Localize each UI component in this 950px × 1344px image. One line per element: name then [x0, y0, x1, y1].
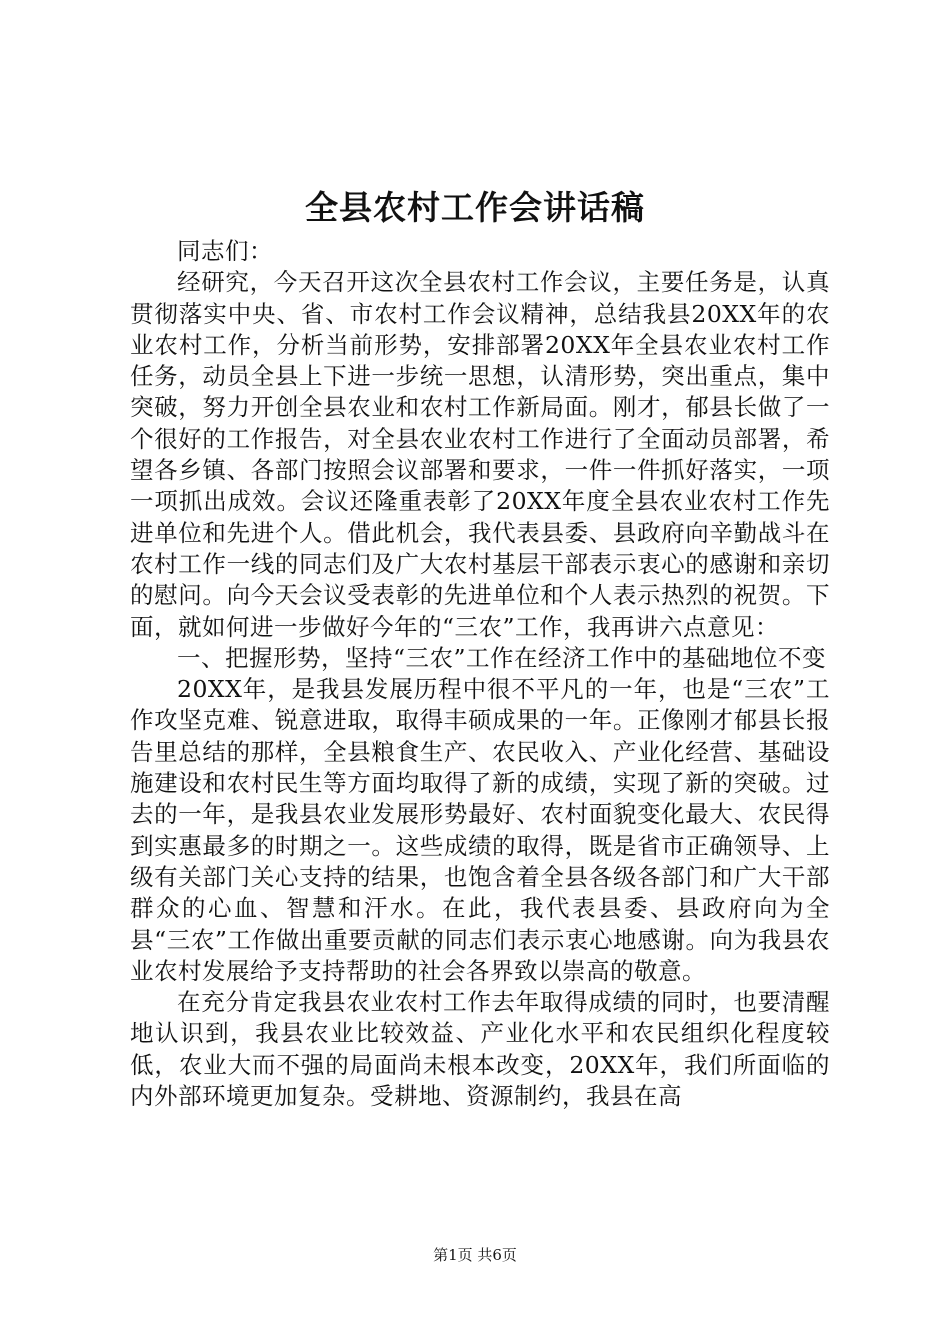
page-number-footer: 第1页 共6页	[433, 1246, 517, 1264]
paragraph: 在充分肯定我县农业农村工作去年取得成绩的同时，也要清醒地认识到，我县农业比较效益、产业化水平和农民组织化程度较低，农业大而不强的局面尚未根本改变，20XX年，我们所面临的内外部环境更加复杂。受耕地、资源制约，我县在高	[130, 988, 830, 1111]
section-heading: 一、把握形势，坚持“三农”工作在经济工作中的基础地位不变	[177, 643, 827, 672]
document-body	[130, 236, 830, 1112]
paragraph: 20XX年，是我县发展历程中很不平凡的一年，也是“三农”工作攻坚克难、锐意进取，取得丰硕成果的一年。正像刚才郁县长报告里总结的那样，全县粮食生产、农民收入、产业化经营、基础设施建设和农村民生等方面均取得了新的成绩，实现了新的突破。过去的一年，是我县农业发展形势最好、农村面貌变化最大、农民得到实惠最多的时期之一。这些成绩的取得，既是省市正确领导、上级有关部门关心支持的结果，也饱含着全县各级各部门和广大干部群众的心血、智慧和汗水。在此，我代表县委、县政府向为全县“三农”工作做出重要贡献的同志们表示衷心地感谢。向为我县农业农村发展给予支持帮助的社会各界致以崇高的敬意。	[130, 675, 830, 985]
paragraph: 经研究，今天召开这次全县农村工作会议，主要任务是，认真贯彻落实中央、省、市农村工作会议精神，总结我县20XX年的农业农村工作，分析当前形势，安排部署20XX年全县农业农村工作任务，动员全县上下进一步统一思想，认清形势，突出重点，集中突破，努力开创全县农业和农村工作新局面。刚才，郁县长做了一个很好的工作报告，对全县农业农村工作进行了全面动员部署，希望各乡镇、各部门按照会议部署和要求，一件一件抓好落实，一项一项抓出成效。会议还隆重表彰了20XX年度全县农业农村工作先进单位和先进个人。借此机会，我代表县委、县政府向辛勤战斗在农村工作一线的同志们及广大农村基层干部表示衷心的感谢和亲切的慰问。向今天会议受表彰的先进单位和个人表示热烈的祝贺。下面，就如何进一步做好今年的“三农”工作，我再讲六点意见：	[130, 268, 830, 641]
document-title: 全县农村工作会讲话稿	[305, 188, 645, 227]
paragraph-salutation: 同志们：	[177, 237, 273, 265]
